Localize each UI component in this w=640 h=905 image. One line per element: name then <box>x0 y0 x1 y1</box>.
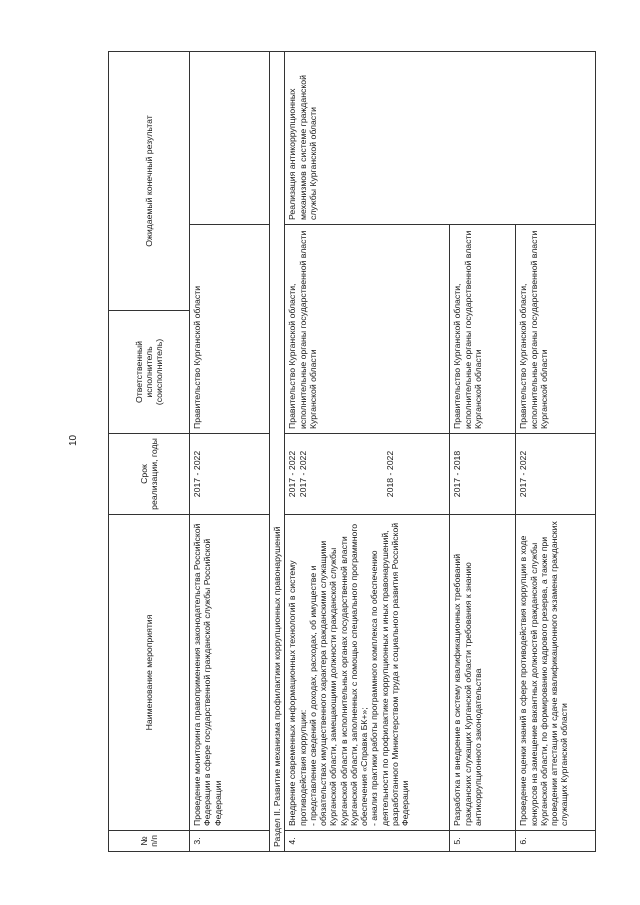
row-number: 3. <box>190 831 270 852</box>
row-measure-name: Проведение мониторинга правоприменения законодательства Российской Федерации в сфере государственной гражданской службы Российской Федерации <box>190 515 270 831</box>
row-result <box>190 52 270 225</box>
row-executor: Правительство Курганской области, исполнительные органы государственной власти Курганской области <box>516 225 596 434</box>
row-executor: Правительство Курганской области, исполнительные органы государственной власти Курганской области <box>285 225 450 434</box>
table-row <box>190 52 270 852</box>
term-value: 2018 - 2022 <box>384 450 395 498</box>
measure-part: Внедрение современных информационных технологий в систему противодействия коррупции: <box>287 560 308 826</box>
row-number: 4. <box>285 831 450 852</box>
row-term <box>285 434 450 515</box>
term-value: 2017 - 2022 <box>287 450 298 498</box>
table-row <box>285 52 450 852</box>
measure-part: - представление сведений о доходах, расходах, об имуществе и обязательствах имущественного характера гражданскими служащими Курганской области, замещающими должности гражданской службы Курганской области в исполнительных органах государственной власти Курганской области, заполненных с помощью специального программного обеспечения «Справка БК+»; <box>307 523 370 826</box>
section-title: Раздел II. Развитие механизма профилактики коррупционных правонарушений <box>270 52 285 852</box>
row-term: 2017 - 2022 <box>516 434 596 515</box>
header-number: № п/п <box>109 831 190 852</box>
row-executor: Правительство Курганской области <box>190 225 270 434</box>
header-executor: Ответственный исполнитель (соисполнитель) <box>109 311 190 434</box>
row-term: 2017 - 2018 <box>450 434 516 515</box>
header-term: Срок реализации, годы <box>109 434 190 515</box>
term-value: 2017 - 2022 <box>297 450 308 498</box>
row-executor: Правительство Курганской области, исполнительные органы государственной власти Курганской области <box>450 225 516 434</box>
rotated-page <box>108 52 584 852</box>
row-result: Реализация антикоррупционных механизмов в системе гражданской службы Курганской области <box>285 52 596 225</box>
measures-table <box>108 51 596 852</box>
table-header-row <box>109 52 190 852</box>
row-measure-name: Проведение оценки знаний в сфере противодействия коррупции в ходе конкурсов на замещение вакантных должностей гражданской службы Курганской области, по формированию кадрового резерва, а также при проведении аттестации и сдаче квалификационного экзамена гражданских служащих Курганской области <box>516 515 596 831</box>
row-measure-name <box>285 515 450 831</box>
row-number: 6. <box>516 831 596 852</box>
row-measure-name: Разработка и внедрение в систему квалификационных требований гражданских служащих Курганской области требования к знанию антикоррупционного законодательства <box>450 515 516 831</box>
header-result: Ожидаемый конечный результат <box>109 52 190 311</box>
section-row <box>270 52 285 852</box>
page-number: 10 <box>68 434 79 446</box>
row-number: 5. <box>450 831 516 852</box>
row-term: 2017 - 2022 <box>190 434 270 515</box>
header-measure-name: Наименование мероприятия <box>109 515 190 831</box>
measure-part: - анализ практики работы программного комплекса по обеспечению деятельности по профилактике коррупционных и иных правонарушений, разработанного Министерством труда и социального развития Российской Федерации <box>369 522 411 826</box>
